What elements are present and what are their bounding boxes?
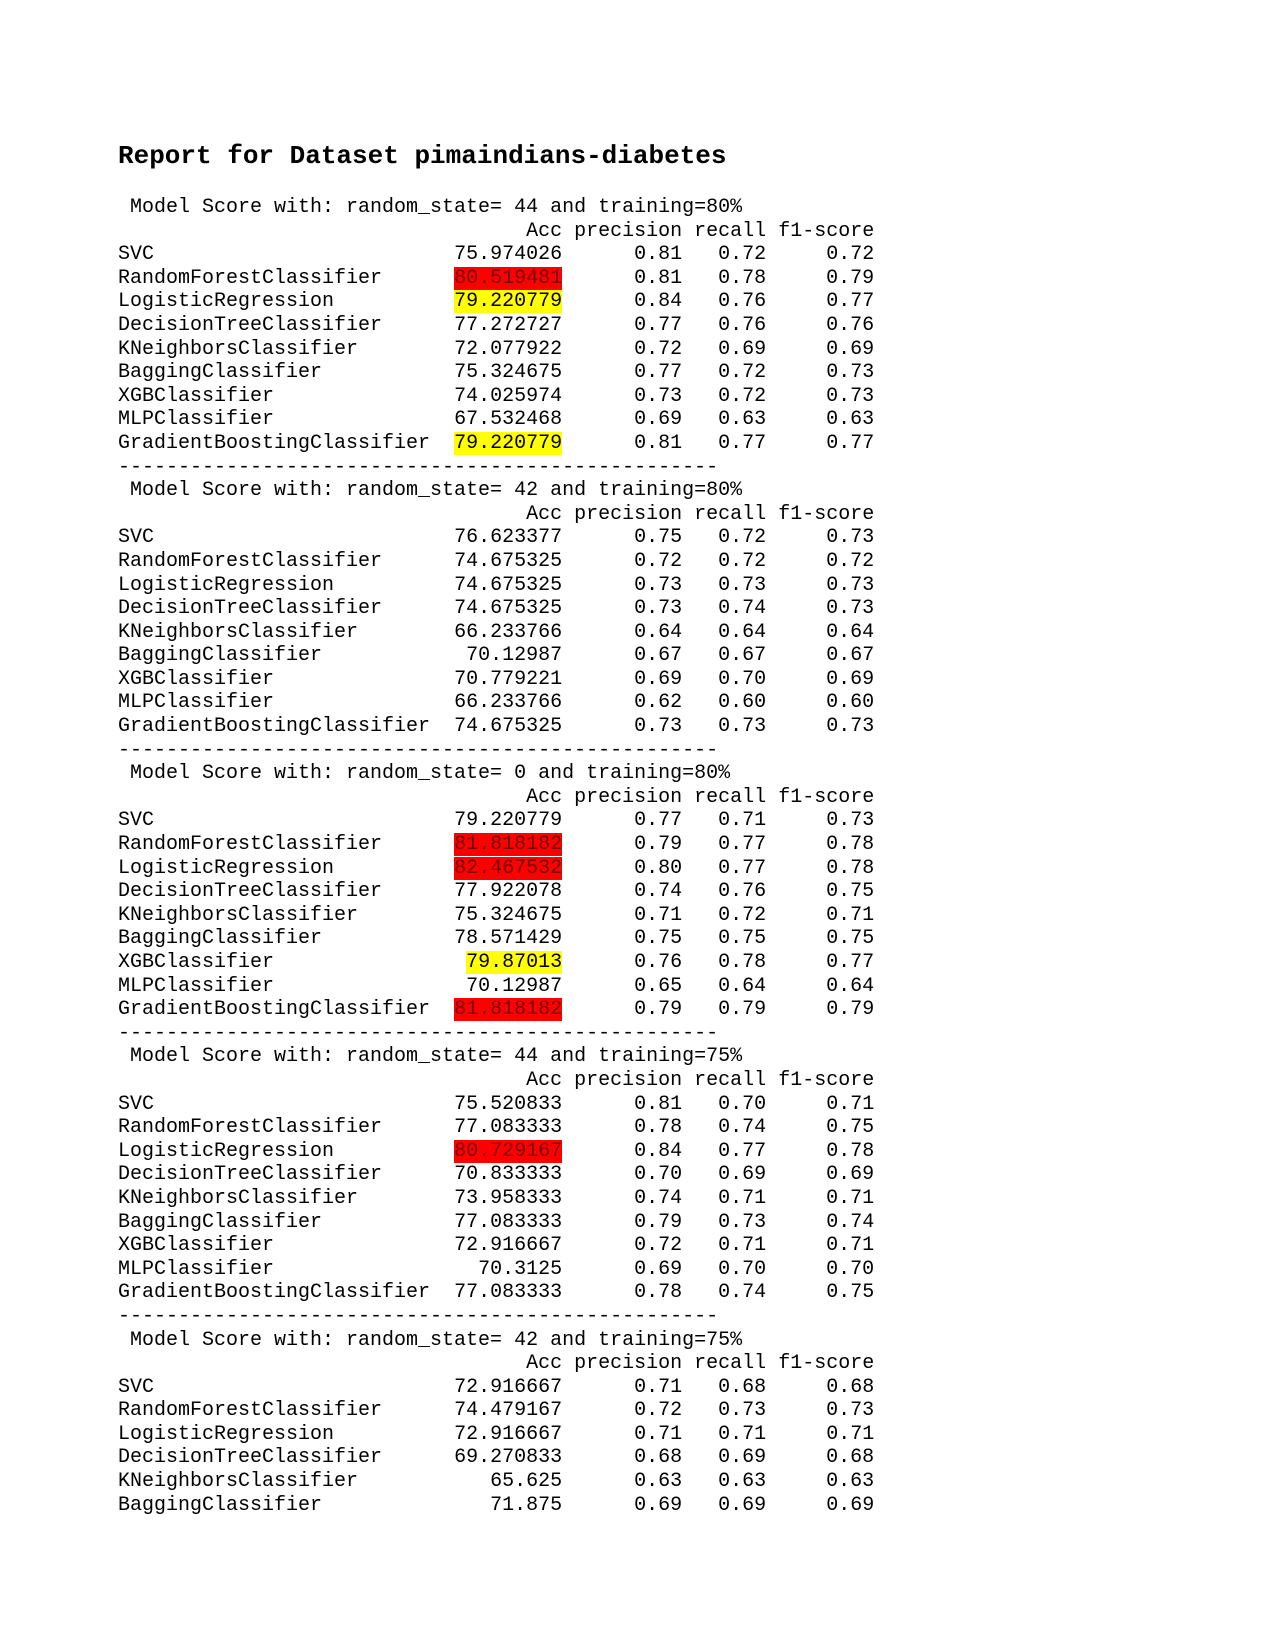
model-name: RandomForestClassifier: [118, 1399, 383, 1423]
recall-value: 0.74: [718, 1116, 767, 1140]
f1-value: 0.73: [826, 1399, 875, 1423]
recall-value: 0.74: [718, 597, 767, 621]
precision-value: 0.68: [634, 1446, 683, 1470]
recall-value: 0.71: [718, 1422, 767, 1446]
column-header-precision: precision: [574, 502, 683, 526]
table-row: [118, 1211, 874, 1234]
acc-value: 73.958333: [454, 1186, 563, 1210]
f1-value: 0.64: [826, 974, 875, 998]
acc-value: 74.479167: [454, 1399, 563, 1423]
f1-value: 0.69: [826, 1493, 875, 1517]
acc-value: 72.916667: [454, 1375, 563, 1399]
model-name: MLPClassifier: [118, 408, 275, 432]
table-row: [118, 1446, 874, 1469]
recall-value: 0.69: [718, 1446, 767, 1470]
table-row: [118, 1376, 874, 1399]
acc-value: 77.083333: [454, 1116, 563, 1140]
precision-value: 0.81: [634, 243, 683, 267]
model-name: XGBClassifier: [118, 1234, 275, 1258]
f1-value: 0.75: [826, 927, 875, 951]
column-header-f1-score: f1-score: [778, 785, 875, 809]
model-name: MLPClassifier: [118, 974, 275, 998]
table-row: [118, 951, 874, 974]
model-name: GradientBoostingClassifier: [118, 715, 431, 739]
acc-value: 77.922078: [454, 880, 563, 904]
column-header-precision: precision: [574, 785, 683, 809]
precision-value: 0.70: [634, 1163, 683, 1187]
precision-value: 0.71: [634, 903, 683, 927]
acc-value: 65.625: [490, 1470, 563, 1494]
precision-value: 0.69: [634, 1493, 683, 1517]
recall-value: 0.71: [718, 1186, 767, 1210]
f1-value: 0.60: [826, 691, 875, 715]
precision-value: 0.78: [634, 1116, 683, 1140]
table-row: [118, 715, 874, 738]
precision-value: 0.72: [634, 337, 683, 361]
f1-value: 0.68: [826, 1375, 875, 1399]
f1-value: 0.79: [826, 266, 875, 290]
table-row: [118, 1281, 874, 1304]
precision-value: 0.79: [634, 833, 683, 857]
precision-value: 0.69: [634, 1257, 683, 1281]
f1-value: 0.72: [826, 243, 875, 267]
column-header-recall: recall: [694, 785, 767, 809]
f1-value: 0.72: [826, 549, 875, 573]
column-header-f1-score: f1-score: [778, 1352, 875, 1376]
recall-value: 0.63: [718, 1470, 767, 1494]
score-section: [118, 1045, 874, 1328]
f1-value: 0.73: [826, 597, 875, 621]
model-name: BaggingClassifier: [118, 1493, 323, 1517]
precision-value: 0.79: [634, 998, 683, 1022]
table-row: [118, 361, 874, 384]
table-row: [118, 526, 874, 549]
column-header-acc: Acc: [526, 1068, 563, 1092]
table-row: [118, 904, 874, 927]
precision-value: 0.71: [634, 1375, 683, 1399]
f1-value: 0.68: [826, 1446, 875, 1470]
precision-value: 0.72: [634, 549, 683, 573]
table-row: [118, 314, 874, 337]
table-row: [118, 1234, 874, 1257]
column-header: [118, 1069, 874, 1092]
precision-value: 0.63: [634, 1470, 683, 1494]
column-header-f1-score: f1-score: [778, 219, 875, 243]
recall-value: 0.78: [718, 951, 767, 974]
f1-value: 0.78: [826, 856, 875, 880]
precision-value: 0.77: [634, 361, 683, 385]
acc-value: 79.220779: [454, 809, 563, 833]
model-name: DecisionTreeClassifier: [118, 880, 383, 904]
acc-value: 72.077922: [454, 337, 563, 361]
model-name: BaggingClassifier: [118, 1210, 323, 1234]
model-name: KNeighborsClassifier: [118, 903, 359, 927]
column-header: [118, 220, 874, 243]
f1-value: 0.77: [826, 431, 875, 455]
acc-value: 72.916667: [454, 1234, 563, 1258]
recall-value: 0.72: [718, 549, 767, 573]
column-header-acc: Acc: [526, 502, 563, 526]
model-name: RandomForestClassifier: [118, 833, 383, 857]
section-heading: Model Score with: random_state= 42 and training=80%: [118, 479, 743, 503]
acc-value: 70.833333: [454, 1163, 563, 1187]
table-row: [118, 1258, 874, 1281]
precision-value: 0.71: [634, 1422, 683, 1446]
f1-value: 0.69: [826, 1163, 875, 1187]
column-header-precision: precision: [574, 219, 683, 243]
precision-value: 0.75: [634, 927, 683, 951]
acc-value: 70.12987: [466, 974, 563, 998]
f1-value: 0.76: [826, 313, 875, 337]
model-name: KNeighborsClassifier: [118, 620, 359, 644]
precision-value: 0.72: [634, 1399, 683, 1423]
recall-value: 0.76: [718, 880, 767, 904]
model-name: DecisionTreeClassifier: [118, 1163, 383, 1187]
table-row: [118, 880, 874, 903]
precision-value: 0.81: [634, 431, 683, 455]
acc-value: 81.818182: [454, 998, 563, 1022]
table-row: [118, 574, 874, 597]
precision-value: 0.73: [634, 597, 683, 621]
table-row: [118, 1187, 874, 1210]
precision-value: 0.65: [634, 974, 683, 998]
acc-value: 74.675325: [454, 715, 563, 739]
model-name: RandomForestClassifier: [118, 266, 383, 290]
acc-value: 77.083333: [454, 1210, 563, 1234]
table-row: [118, 385, 874, 408]
recall-value: 0.77: [718, 833, 767, 857]
model-name: KNeighborsClassifier: [118, 337, 359, 361]
model-name: LogisticRegression: [118, 1139, 335, 1163]
precision-value: 0.77: [634, 313, 683, 337]
column-header-recall: recall: [694, 1068, 767, 1092]
acc-value: 79.220779: [454, 431, 563, 455]
table-row: [118, 267, 874, 290]
acc-value: 71.875: [490, 1493, 563, 1517]
model-name: RandomForestClassifier: [118, 1116, 383, 1140]
recall-value: 0.72: [718, 526, 767, 550]
recall-value: 0.64: [718, 620, 767, 644]
recall-value: 0.73: [718, 1399, 767, 1423]
separator-line: --------------------------------------------------: [118, 455, 719, 479]
f1-value: 0.69: [826, 667, 875, 691]
acc-value: 67.532468: [454, 408, 563, 432]
table-row: [118, 927, 874, 950]
model-name: LogisticRegression: [118, 1422, 335, 1446]
model-name: DecisionTreeClassifier: [118, 1446, 383, 1470]
table-row: [118, 857, 874, 880]
model-name: XGBClassifier: [118, 384, 275, 408]
column-header-acc: Acc: [526, 219, 563, 243]
acc-value: 76.623377: [454, 526, 563, 550]
model-name: MLPClassifier: [118, 691, 275, 715]
recall-value: 0.70: [718, 667, 767, 691]
f1-value: 0.71: [826, 1186, 875, 1210]
recall-value: 0.68: [718, 1375, 767, 1399]
recall-value: 0.69: [718, 337, 767, 361]
f1-value: 0.71: [826, 1092, 875, 1116]
column-header-recall: recall: [694, 1352, 767, 1376]
model-name: GradientBoostingClassifier: [118, 1281, 431, 1305]
precision-value: 0.81: [634, 266, 683, 290]
recall-value: 0.69: [718, 1163, 767, 1187]
model-name: SVC: [118, 243, 155, 267]
report-title: Report for Dataset pimaindians-diabetes: [118, 141, 727, 171]
f1-value: 0.73: [826, 384, 875, 408]
f1-value: 0.73: [826, 526, 875, 550]
recall-value: 0.72: [718, 361, 767, 385]
precision-value: 0.78: [634, 1281, 683, 1305]
score-section: [118, 1329, 874, 1518]
precision-value: 0.81: [634, 1092, 683, 1116]
table-row: [118, 668, 874, 691]
precision-value: 0.76: [634, 951, 683, 974]
f1-value: 0.71: [826, 1422, 875, 1446]
acc-value: 69.270833: [454, 1446, 563, 1470]
table-row: [118, 833, 874, 856]
recall-value: 0.75: [718, 927, 767, 951]
separator-line: --------------------------------------------------: [118, 738, 719, 762]
recall-value: 0.71: [718, 1234, 767, 1258]
precision-value: 0.69: [634, 408, 683, 432]
model-name: MLPClassifier: [118, 1257, 275, 1281]
f1-value: 0.64: [826, 620, 875, 644]
f1-value: 0.75: [826, 1116, 875, 1140]
recall-value: 0.67: [718, 644, 767, 668]
score-section: [118, 196, 874, 479]
acc-value: 66.233766: [454, 620, 563, 644]
table-row: [118, 243, 874, 266]
column-header: [118, 503, 874, 526]
acc-value: 74.675325: [454, 597, 563, 621]
acc-value: 75.324675: [454, 361, 563, 385]
table-row: [118, 644, 874, 667]
model-name: XGBClassifier: [118, 951, 275, 974]
column-header-acc: Acc: [526, 1352, 563, 1376]
precision-value: 0.69: [634, 667, 683, 691]
recall-value: 0.77: [718, 431, 767, 455]
model-name: BaggingClassifier: [118, 361, 323, 385]
precision-value: 0.79: [634, 1210, 683, 1234]
recall-value: 0.74: [718, 1281, 767, 1305]
f1-value: 0.69: [826, 337, 875, 361]
recall-value: 0.73: [718, 715, 767, 739]
report-sections: [118, 196, 874, 1517]
precision-value: 0.72: [634, 1234, 683, 1258]
recall-value: 0.73: [718, 1210, 767, 1234]
score-section: [118, 762, 874, 1045]
column-header-precision: precision: [574, 1068, 683, 1092]
column-header-precision: precision: [574, 1352, 683, 1376]
model-name: RandomForestClassifier: [118, 549, 383, 573]
f1-value: 0.73: [826, 361, 875, 385]
model-name: LogisticRegression: [118, 856, 335, 880]
model-name: GradientBoostingClassifier: [118, 998, 431, 1022]
recall-value: 0.76: [718, 313, 767, 337]
f1-value: 0.63: [826, 1470, 875, 1494]
f1-value: 0.71: [826, 903, 875, 927]
section-heading: Model Score with: random_state= 0 and training=80%: [118, 762, 731, 786]
table-row: [118, 290, 874, 313]
precision-value: 0.74: [634, 880, 683, 904]
table-row: [118, 1423, 874, 1446]
score-section: [118, 479, 874, 762]
f1-value: 0.79: [826, 998, 875, 1022]
table-row: [118, 1116, 874, 1139]
f1-value: 0.78: [826, 1139, 875, 1163]
table-row: [118, 432, 874, 455]
recall-value: 0.77: [718, 856, 767, 880]
recall-value: 0.71: [718, 809, 767, 833]
model-name: BaggingClassifier: [118, 927, 323, 951]
recall-value: 0.72: [718, 384, 767, 408]
acc-value: 77.083333: [454, 1281, 563, 1305]
precision-value: 0.62: [634, 691, 683, 715]
acc-value: 77.272727: [454, 313, 563, 337]
column-header: [118, 786, 874, 809]
f1-value: 0.73: [826, 809, 875, 833]
precision-value: 0.80: [634, 856, 683, 880]
f1-value: 0.73: [826, 573, 875, 597]
recall-value: 0.60: [718, 691, 767, 715]
recall-value: 0.72: [718, 243, 767, 267]
acc-value: 72.916667: [454, 1422, 563, 1446]
acc-value: 70.3125: [478, 1257, 563, 1281]
recall-value: 0.73: [718, 573, 767, 597]
table-row: [118, 1093, 874, 1116]
model-name: KNeighborsClassifier: [118, 1470, 359, 1494]
acc-value: 80.519481: [454, 266, 563, 290]
recall-value: 0.76: [718, 290, 767, 314]
recall-value: 0.64: [718, 974, 767, 998]
acc-value: 81.818182: [454, 833, 563, 857]
precision-value: 0.84: [634, 290, 683, 314]
table-row: [118, 408, 874, 431]
table-row: [118, 809, 874, 832]
f1-value: 0.77: [826, 951, 875, 974]
table-row: [118, 338, 874, 361]
recall-value: 0.70: [718, 1257, 767, 1281]
column-header-f1-score: f1-score: [778, 502, 875, 526]
f1-value: 0.75: [826, 1281, 875, 1305]
acc-value: 74.675325: [454, 549, 563, 573]
table-row: [118, 1399, 874, 1422]
precision-value: 0.64: [634, 620, 683, 644]
precision-value: 0.77: [634, 809, 683, 833]
recall-value: 0.77: [718, 1139, 767, 1163]
separator-line: --------------------------------------------------: [118, 1021, 719, 1045]
f1-value: 0.78: [826, 833, 875, 857]
acc-value: 79.87013: [466, 951, 563, 974]
precision-value: 0.73: [634, 573, 683, 597]
recall-value: 0.72: [718, 903, 767, 927]
model-name: SVC: [118, 526, 155, 550]
section-heading: Model Score with: random_state= 44 and training=75%: [118, 1045, 743, 1069]
f1-value: 0.71: [826, 1234, 875, 1258]
model-name: XGBClassifier: [118, 667, 275, 691]
model-name: DecisionTreeClassifier: [118, 313, 383, 337]
model-name: KNeighborsClassifier: [118, 1186, 359, 1210]
table-row: [118, 975, 874, 998]
precision-value: 0.73: [634, 384, 683, 408]
acc-value: 78.571429: [454, 927, 563, 951]
model-name: SVC: [118, 1092, 155, 1116]
f1-value: 0.74: [826, 1210, 875, 1234]
precision-value: 0.75: [634, 526, 683, 550]
acc-value: 75.324675: [454, 903, 563, 927]
table-row: [118, 1494, 874, 1517]
acc-value: 74.025974: [454, 384, 563, 408]
f1-value: 0.77: [826, 290, 875, 314]
column-header-f1-score: f1-score: [778, 1068, 875, 1092]
acc-value: 75.974026: [454, 243, 563, 267]
precision-value: 0.67: [634, 644, 683, 668]
recall-value: 0.70: [718, 1092, 767, 1116]
table-row: [118, 1140, 874, 1163]
acc-value: 70.12987: [466, 644, 563, 668]
recall-value: 0.63: [718, 408, 767, 432]
model-name: SVC: [118, 809, 155, 833]
precision-value: 0.84: [634, 1139, 683, 1163]
acc-value: 80.729167: [454, 1139, 563, 1163]
acc-value: 74.675325: [454, 573, 563, 597]
f1-value: 0.75: [826, 880, 875, 904]
f1-value: 0.70: [826, 1257, 875, 1281]
table-row: [118, 621, 874, 644]
column-header-recall: recall: [694, 219, 767, 243]
table-row: [118, 1470, 874, 1493]
model-name: GradientBoostingClassifier: [118, 431, 431, 455]
section-heading: Model Score with: random_state= 44 and training=80%: [118, 196, 743, 219]
column-header-acc: Acc: [526, 785, 563, 809]
table-row: [118, 1163, 874, 1186]
recall-value: 0.69: [718, 1493, 767, 1517]
recall-value: 0.79: [718, 998, 767, 1022]
table-row: [118, 597, 874, 620]
f1-value: 0.63: [826, 408, 875, 432]
acc-value: 66.233766: [454, 691, 563, 715]
column-header: [118, 1352, 874, 1375]
column-header-recall: recall: [694, 502, 767, 526]
model-name: DecisionTreeClassifier: [118, 597, 383, 621]
separator-line: --------------------------------------------------: [118, 1304, 719, 1328]
f1-value: 0.67: [826, 644, 875, 668]
f1-value: 0.73: [826, 715, 875, 739]
acc-value: 75.520833: [454, 1092, 563, 1116]
model-name: LogisticRegression: [118, 573, 335, 597]
acc-value: 79.220779: [454, 290, 563, 314]
precision-value: 0.73: [634, 715, 683, 739]
recall-value: 0.78: [718, 266, 767, 290]
table-row: [118, 998, 874, 1021]
model-name: LogisticRegression: [118, 290, 335, 314]
precision-value: 0.74: [634, 1186, 683, 1210]
acc-value: 70.779221: [454, 667, 563, 691]
model-name: SVC: [118, 1375, 155, 1399]
acc-value: 82.467532: [454, 856, 563, 880]
table-row: [118, 550, 874, 573]
section-heading: Model Score with: random_state= 42 and training=75%: [118, 1328, 743, 1352]
table-row: [118, 691, 874, 714]
model-name: BaggingClassifier: [118, 644, 323, 668]
